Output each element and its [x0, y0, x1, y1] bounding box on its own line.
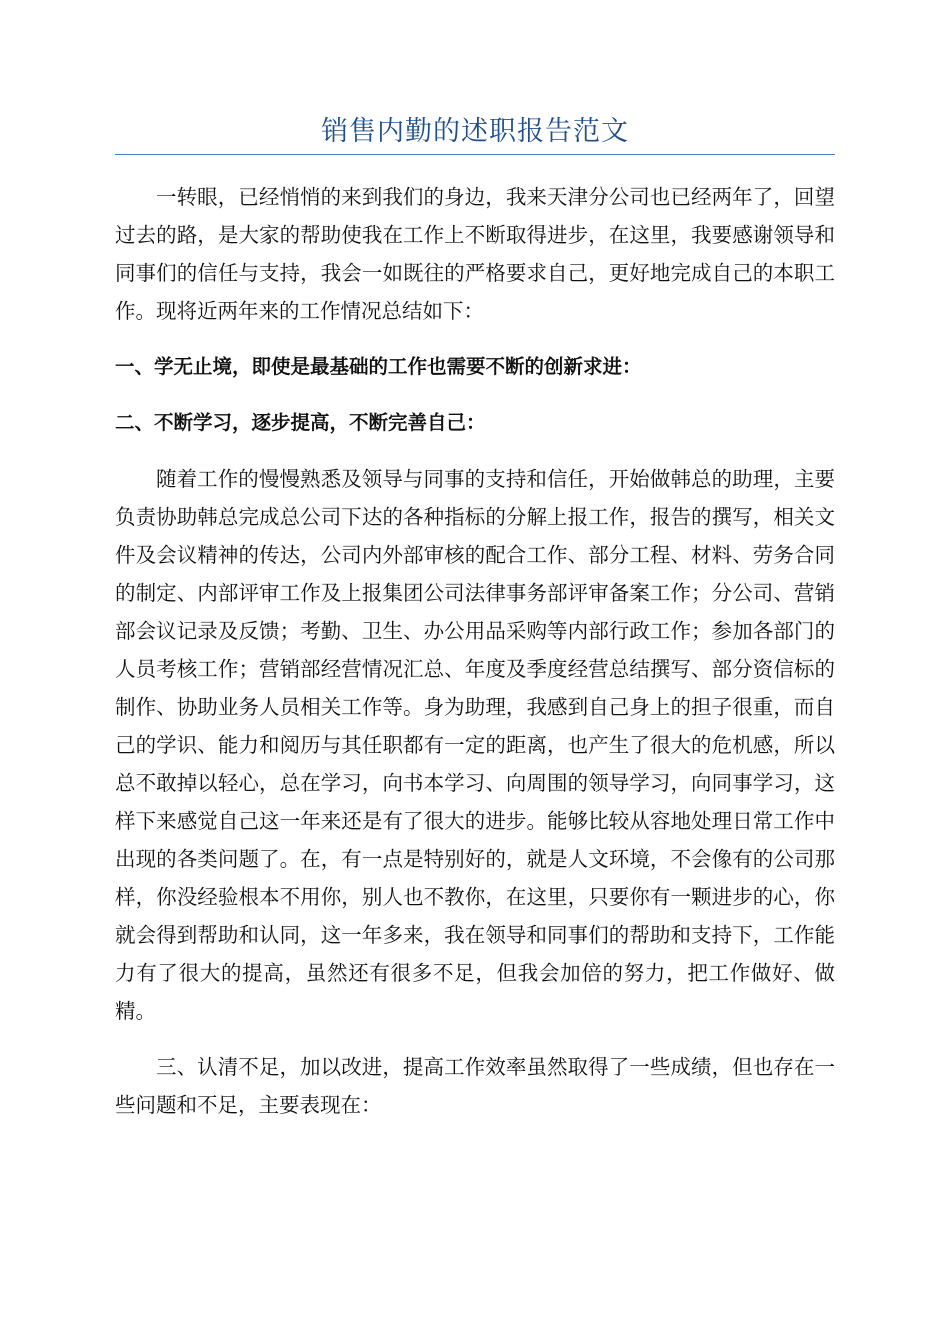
document-body — [115, 178, 835, 1124]
section-3-paragraph: 三、认清不足，加以改进，提高工作效率虽然取得了一些成绩，但也存在一些问题和不足，主要表现在： — [115, 1055, 835, 1117]
section-heading-2: 二、不断学习，逐步提高，不断完善自己： — [115, 411, 486, 434]
document-title: 销售内勤的述职报告范文 — [321, 116, 629, 147]
section-heading-1: 一、学无止境，即使是最基础的工作也需要不断的创新求进： — [115, 355, 642, 378]
title-underline — [115, 154, 835, 155]
section-2-paragraph: 随着工作的慢慢熟悉及领导与同事的支持和信任，开始做韩总的助理，主要负责协助韩总完成总公司下达的各种指标的分解上报工作，报告的撰写，相关文件及会议精神的传达，公司内外部审核的配合工作、部分工程、材料、劳务合同的制定、内部评审工作及上报集团公司法律事务部评审备案工作；分公司、营销部会议记录及反馈；考勤、卫生、办公用品采购等内部行政工作；参加各部门的人员考核工作；营销部经营情况汇总、年度及季度经营总结撰写、部分资信标的制作、协助业务人员相关工作等。身为助理，我感到自己身上的担子很重，而自己的学识、能力和阅历与其任职都有一定的距离，也产生了很大的危机感，所以总不敢掉以轻心，总在学习，向书本学习、向周围的领导学习，向同事学习，这样下来感觉自己这一年来还是有了很大的进步。能够比较从容地处理日常工作中出现的各类问题了。在，有一点是特别好的，就是人文环境，不会像有的公司那样，你没经验根本不用你，别人也不教你，在这里，只要你有一颗进步的心，你就会得到帮助和认同，这一年多来，我在领导和同事们的帮助和支持下，工作能力有了很大的提高，虽然还有很多不足，但我会加倍的努力，把工作做好、做精。 — [115, 467, 835, 1023]
intro-paragraph: 一转眼，已经悄悄的来到我们的身边，我来天津分公司也已经两年了，回望过去的路，是大家的帮助使我在工作上不断取得进步，在这里，我要感谢领导和同事们的信任与支持，我会一如既往的严格要求自己，更好地完成自己的本职工作。现将近两年来的工作情况总结如下： — [115, 185, 835, 323]
